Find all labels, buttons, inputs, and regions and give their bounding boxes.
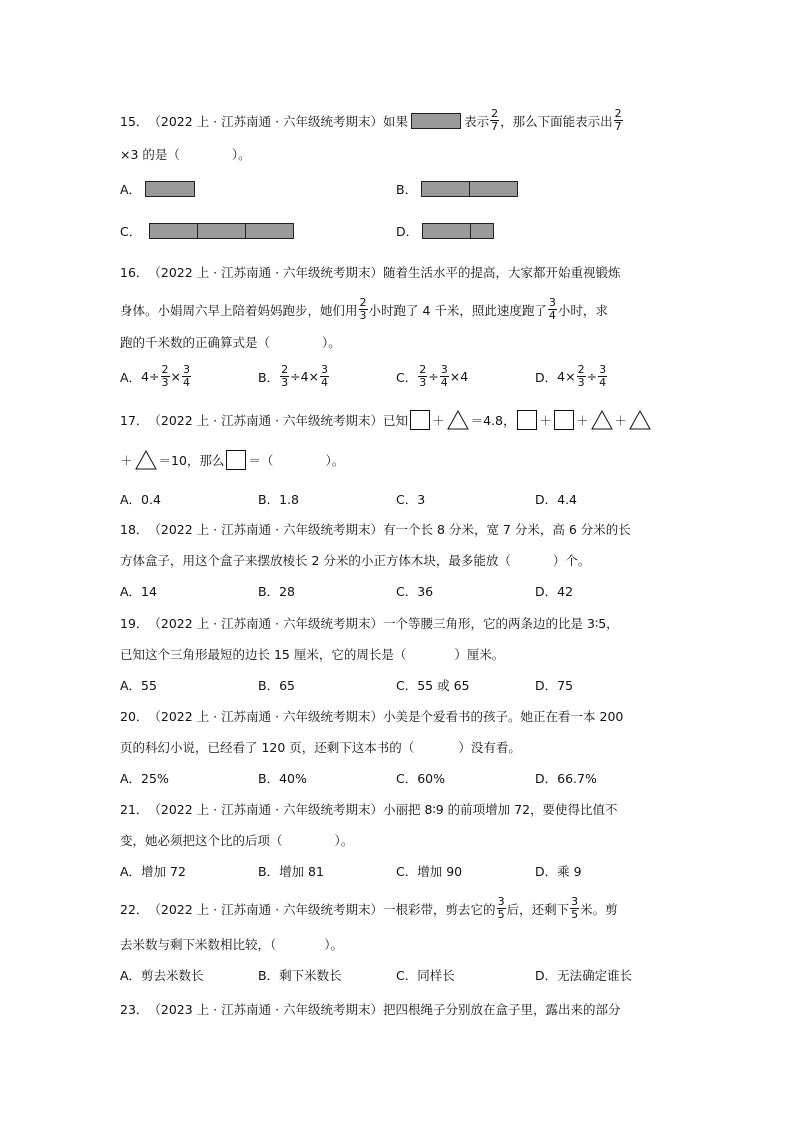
- q21-option-d[interactable]: D．乘 9: [535, 864, 582, 879]
- fraction-2-7: $\frac{2}{7}$: [491, 107, 499, 133]
- option-c-bar: [149, 223, 294, 239]
- q19-line1: 19． （2022 上 · 江苏南通 · 六年级统考期末） 一个等腰三角形，它的两条边的比是 3∶5，: [120, 616, 619, 631]
- triangle-icon: [135, 450, 157, 470]
- q15-option-d[interactable]: D．: [396, 222, 494, 240]
- q15-option-a[interactable]: A．: [120, 180, 195, 198]
- q18-option-b[interactable]: B．28: [258, 584, 295, 599]
- q15-number: 15．: [120, 113, 149, 129]
- q17-option-d[interactable]: D．4.4: [535, 492, 578, 507]
- fraction-3-5: $\frac{3}{5}$: [571, 895, 579, 921]
- q16-line1: 16． （2022 上 · 江苏南通 · 六年级统考期末） 随着生活水平的提高，大家都开始重视锻炼: [120, 265, 621, 280]
- q19-option-a[interactable]: A．55: [120, 678, 157, 693]
- q20-option-c[interactable]: C．60%: [396, 771, 446, 786]
- q18-options: [120, 582, 680, 604]
- fraction-3-4: $\frac{3}{4}$: [548, 296, 556, 322]
- square-icon: [517, 410, 537, 430]
- fraction-3-5: $\frac{3}{5}$: [497, 895, 505, 921]
- q21-line1: 21． （2022 上 · 江苏南通 · 六年级统考期末） 小丽把 8∶9 的前项增加 72，要使得比值不: [120, 802, 618, 817]
- q16-options: [120, 364, 680, 394]
- triangle-icon: [591, 410, 613, 430]
- q19-option-b[interactable]: B．65: [258, 678, 295, 693]
- q15-reference-bar: [411, 113, 461, 129]
- q22-options: [120, 966, 680, 988]
- q21-option-b[interactable]: B．增加 81: [258, 864, 324, 879]
- q16-line3: 跑的千米数的正确算式是（ ）。: [120, 335, 341, 350]
- q21-option-a[interactable]: A．增加 72: [120, 864, 186, 879]
- q18-option-c[interactable]: C．36: [396, 584, 434, 599]
- q23-line1: 23． （2023 上 · 江苏南通 · 六年级统考期末） 把四根绳子分别放在盒子里，露出来的部分: [120, 1002, 621, 1017]
- q17-option-a[interactable]: A．0.4: [120, 492, 161, 507]
- q20-line1: 20． （2022 上 · 江苏南通 · 六年级统考期末） 小美是个爱看书的孩子。她正在看一本 200: [120, 709, 624, 724]
- q21-options: [120, 862, 680, 884]
- triangle-icon: [447, 410, 469, 430]
- square-icon: [410, 410, 430, 430]
- q20-option-d[interactable]: D．66.7%: [535, 771, 597, 786]
- q17-option-b[interactable]: B．1.8: [258, 492, 299, 507]
- q22-option-a[interactable]: A．剪去米数长: [120, 968, 204, 983]
- q16-option-d[interactable]: D． 4 × $\frac{2}{3}$ ÷ $\frac{3}{4}$: [535, 363, 607, 389]
- q16-option-b[interactable]: B． $\frac{2}{3}$ ÷ 4 × $\frac{3}{4}$: [258, 363, 328, 389]
- q18-line1: 18． （2022 上 · 江苏南通 · 六年级统考期末） 有一个长 8 分米，宽 7 分米，高 6 分米的长: [120, 522, 631, 537]
- q15-option-c[interactable]: C．: [120, 222, 294, 240]
- q20-line2: 页的科幻小说，已经看了 120 页，还剩下这本书的（ ）没有看。: [120, 740, 521, 755]
- q22-option-b[interactable]: B．剩下米数长: [258, 968, 342, 983]
- q17-line1: 17． （2022 上 · 江苏南通 · 六年级统考期末） 已知 ＋ ＝4.8， ＋ ＋ ＋: [120, 410, 680, 430]
- square-icon: [226, 450, 246, 470]
- q21-line2: 变，她必须把这个比的后项（ ）。: [120, 833, 354, 848]
- q15-options-row1: [120, 180, 680, 202]
- q22-line2: 去米数与剩下米数相比较，（ ）。: [120, 937, 344, 952]
- option-d-bar: [422, 223, 494, 239]
- q20-option-b[interactable]: B．40%: [258, 771, 307, 786]
- q21-option-c[interactable]: C．增加 90: [396, 864, 463, 879]
- q15-options-row2: [120, 222, 680, 244]
- q22-line1: 22． （2022 上 · 江苏南通 · 六年级统考期末） 一根彩带，剪去它的 $\frac{3}{5}$ 后，还剩下 $\frac{3}{5}$ 米。剪: [120, 895, 618, 921]
- q17-option-c[interactable]: C．3: [396, 492, 426, 507]
- q19-option-c[interactable]: C．55 或 65: [396, 678, 470, 693]
- square-icon: [554, 410, 574, 430]
- q15-line1: 15． （2022 上 · 江苏南通 · 六年级统考期末） 如果 表示 $\frac{2}{7}$ ，那么下面能表示出 $\frac{2}{7}$: [120, 107, 622, 133]
- q19-option-d[interactable]: D．75: [535, 678, 574, 693]
- q18-line2: 方体盒子，用这个盒子来摆放棱长 2 分米的小正方体木块，最多能放（ ）个。: [120, 553, 591, 568]
- q15-option-b[interactable]: B．: [396, 180, 518, 198]
- triangle-icon: [629, 410, 651, 430]
- fraction-2-7: $\frac{2}{7}$: [614, 107, 622, 133]
- q18-option-d[interactable]: D．42: [535, 584, 574, 599]
- q16-option-c[interactable]: C． $\frac{2}{3}$ ÷ $\frac{3}{4}$ × 4: [396, 363, 469, 389]
- option-b-bar: [421, 181, 518, 197]
- q20-options: [120, 769, 680, 791]
- q22-option-d[interactable]: D．无法确定谁长: [535, 968, 633, 983]
- option-a-bar: [145, 181, 195, 197]
- q20-option-a[interactable]: A．25%: [120, 771, 169, 786]
- q18-option-a[interactable]: A．14: [120, 584, 157, 599]
- q19-options: [120, 676, 680, 698]
- q19-line2: 已知这个三角形最短的边长 15 厘米，它的周长是（ ）厘米。: [120, 647, 505, 662]
- q15-source: （2022 上 · 江苏南通 · 六年级统考期末）: [148, 113, 384, 129]
- q22-option-c[interactable]: C．同样长: [396, 968, 455, 983]
- fraction-2-3: $\frac{2}{3}$: [359, 296, 367, 322]
- q17-options: [120, 490, 680, 512]
- q16-line2: 身体。小娟周六早上陪着妈妈跑步，她们用 $\frac{2}{3}$ 小时跑了 4 千米，照此速度跑了 $\frac{3}{4}$ 小时，求: [120, 296, 608, 322]
- q15-line2: ×3 的是（ ）。: [120, 147, 251, 162]
- q17-line2: ＋ ＝10，那么 ＝（ ）。: [120, 450, 680, 470]
- q16-option-a[interactable]: A． 4 ÷ $\frac{2}{3}$ × $\frac{3}{4}$: [120, 363, 190, 389]
